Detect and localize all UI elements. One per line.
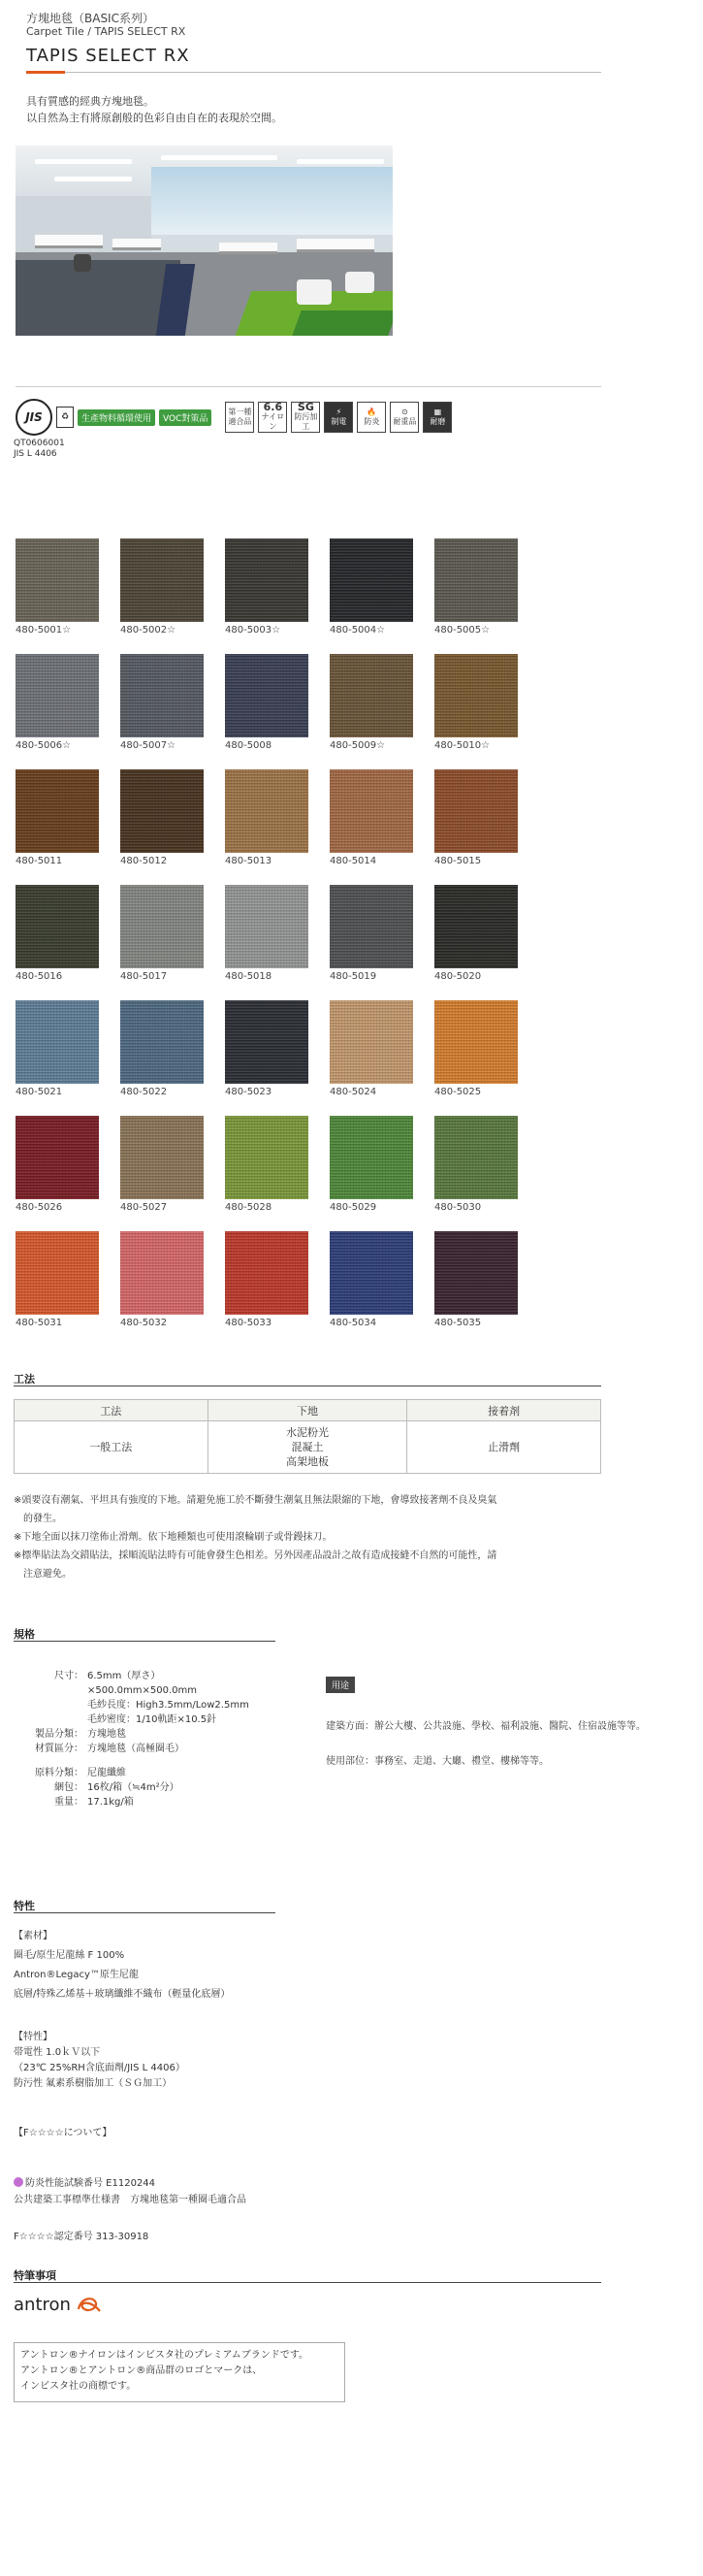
- features-property: [14, 2030, 185, 2092]
- carpet-swatch[interactable]: [330, 769, 413, 853]
- swatch-code: 480-5011: [16, 856, 63, 866]
- wear-icon: ▦ 耐磨: [423, 402, 452, 433]
- carpet-swatch[interactable]: [16, 538, 99, 622]
- feature-line: 【特性】: [14, 2032, 52, 2042]
- swatch-code: 480-5015: [434, 856, 482, 866]
- carpet-swatch[interactable]: [225, 654, 308, 737]
- swatch-code: 480-5007☆: [120, 740, 176, 751]
- table-header: 工法: [15, 1400, 208, 1421]
- swatch-texture: [330, 1231, 413, 1315]
- swatch-code: 480-5026: [16, 1202, 63, 1213]
- feature-line: 【素材】: [14, 1931, 52, 1941]
- swatch-texture: [16, 1231, 99, 1315]
- swatch-texture: [434, 1116, 518, 1199]
- swatch-code: 480-5024: [330, 1087, 377, 1097]
- carpet-swatch[interactable]: [120, 538, 204, 622]
- swatch-texture: [120, 1000, 204, 1084]
- swatch-code: 480-5032: [120, 1318, 168, 1328]
- note-line: 注意避免。: [23, 1569, 72, 1580]
- carpet-swatch[interactable]: [16, 1000, 99, 1084]
- carpet-swatch[interactable]: [434, 1116, 518, 1199]
- intro-line: 具有質感的經典方塊地毯。: [26, 95, 154, 108]
- carpet-swatch[interactable]: [330, 1000, 413, 1084]
- spec-value: 17.1kg/箱: [87, 1797, 134, 1808]
- table-cell: [208, 1421, 407, 1474]
- swatch-code: 480-5001☆: [16, 625, 72, 636]
- carpet-swatch[interactable]: [434, 1231, 518, 1315]
- swatch-code: 480-5028: [225, 1202, 272, 1213]
- carpet-swatch[interactable]: [330, 538, 413, 622]
- swatch-texture: [120, 1231, 204, 1315]
- spec-value: ×500.0mm×500.0mm: [87, 1685, 197, 1696]
- carpet-swatch[interactable]: [330, 885, 413, 968]
- fire-line: 公共建築工事標準仕様書 方塊地毯第一種圈毛適合品: [14, 2195, 246, 2205]
- swatch-texture: [434, 769, 518, 853]
- title-accent: [26, 71, 65, 74]
- swatch-code: 480-5033: [225, 1318, 272, 1328]
- swatch-texture: [120, 1116, 204, 1199]
- recycled-material-badge: 生產物料循環使用: [78, 409, 155, 426]
- swatch-code: 480-5023: [225, 1087, 272, 1097]
- note-line: ※頭要沒有潮氣、平坦具有強度的下地。請避免施工於不斷發生潮氣且無法限縮的下地，會導致接著劑不良及臭氣: [14, 1495, 497, 1506]
- carpet-swatch[interactable]: [120, 1231, 204, 1315]
- page-title: TAPIS SELECT RX: [26, 46, 190, 66]
- spec-value: 方塊地毯（高極圈毛）: [87, 1744, 184, 1754]
- carpet-swatch[interactable]: [330, 1231, 413, 1315]
- carpet-swatch[interactable]: [225, 1116, 308, 1199]
- spec-value: 毛紗長度：High3.5mm/Low2.5mm: [87, 1700, 249, 1711]
- section-divider: [16, 386, 601, 387]
- features-material: [14, 1927, 230, 2005]
- section-divider: [14, 2282, 601, 2283]
- usage-text: [326, 1710, 646, 1779]
- swatch-texture: [330, 769, 413, 853]
- antistatic-icon: ⚡ 制電: [324, 402, 353, 433]
- carpet-swatch[interactable]: [225, 1231, 308, 1315]
- carpet-swatch[interactable]: [120, 654, 204, 737]
- spec-key: 製品分類：: [35, 1729, 83, 1740]
- feature-line: Antron®Legacy™原生尼龍: [14, 1970, 139, 1980]
- fire-cert: [14, 2175, 246, 2208]
- antron-logo-text: antron: [14, 2294, 71, 2315]
- intro-line: 以自然為主有將原創般的色彩自由自在的表現於空間。: [26, 112, 282, 124]
- swatch-code: 480-5003☆: [225, 625, 281, 636]
- usage-line: 建築方面：辦公大樓、公共設施、學校、福利設施、醫院、住宿設施等等。: [326, 1721, 646, 1732]
- carpet-swatch[interactable]: [225, 538, 308, 622]
- note-line: 的發生。: [23, 1514, 62, 1524]
- swatch-code: 480-5029: [330, 1202, 377, 1213]
- spec-key: 原料分類：: [35, 1768, 83, 1778]
- feature-line: 底層/特殊乙烯基＋玻璃纖維不織布（輕量化底層）: [14, 1989, 231, 2000]
- spec-value: 6.5mm（厚さ）: [87, 1671, 161, 1681]
- antron-logo: [14, 2294, 104, 2315]
- office-photo: [16, 146, 393, 336]
- carpet-swatch[interactable]: [434, 769, 518, 853]
- fire-cert-icon: [14, 2177, 23, 2187]
- feature-line: 帯電性 1.0ｋＶ以下: [14, 2047, 101, 2058]
- swatch-texture: [330, 885, 413, 968]
- carpet-swatch[interactable]: [120, 1116, 204, 1199]
- carpet-swatch[interactable]: [434, 885, 518, 968]
- carpet-swatch[interactable]: [16, 654, 99, 737]
- subtitle: Carpet Tile / TAPIS SELECT RX: [26, 25, 186, 38]
- swatch-texture: [225, 538, 308, 622]
- carpet-swatch[interactable]: [16, 1231, 99, 1315]
- swatch-texture: [16, 654, 99, 737]
- base-line: 高架地板: [285, 1455, 329, 1468]
- carpet-swatch[interactable]: [225, 1000, 308, 1084]
- spec-key: 重量：: [54, 1797, 83, 1808]
- category-label: 方塊地毯（BASIC系列）: [26, 12, 154, 25]
- swatch-texture: [16, 1116, 99, 1199]
- swatch-code: 480-5035: [434, 1318, 482, 1328]
- swatch-code: 480-5027: [120, 1202, 168, 1213]
- swatch-code: 480-5022: [120, 1087, 168, 1097]
- fire-line: [14, 2175, 246, 2192]
- cert-code: [14, 439, 65, 460]
- fire-text: 防炎性能試験番号 E1120244: [25, 2178, 156, 2189]
- feature-line: （23℃ 25%RH含底面劑/JIS L 4406）: [14, 2063, 185, 2073]
- intro-text: [26, 93, 282, 126]
- spec-value: 毛紗密度：1/10軌距×10.5針: [87, 1714, 217, 1725]
- carpet-swatch[interactable]: [120, 1000, 204, 1084]
- section-title-features: 特性: [14, 1900, 35, 1912]
- swatch-code: 480-5031: [16, 1318, 63, 1328]
- table-header: 下地: [208, 1400, 407, 1421]
- spec-value: 尼龍纖維: [87, 1768, 126, 1778]
- swatch-code: 480-5021: [16, 1087, 63, 1097]
- cert-code-line: QT0606001: [14, 439, 65, 448]
- carpet-swatch[interactable]: [330, 654, 413, 737]
- swatch-code: 480-5008: [225, 740, 272, 751]
- spec-list: [29, 1669, 249, 1810]
- table-header: 接着剤: [407, 1400, 601, 1421]
- swatch-code: 480-5018: [225, 971, 272, 982]
- swatch-code: 480-5002☆: [120, 625, 176, 636]
- antron-mark-icon: [75, 2294, 104, 2315]
- carpet-swatch[interactable]: [16, 769, 99, 853]
- construction-table: [14, 1399, 601, 1474]
- swatch-code: 480-5014: [330, 856, 377, 866]
- spec-key: 尺寸：: [54, 1671, 83, 1681]
- swatch-code: 480-5017: [120, 971, 168, 982]
- note-line: ※標準貼法為交錯貼法，採順流貼法時有可能會發生色相差。另外因產品設計之故有造成接縫不自然的可能性，請: [14, 1550, 497, 1561]
- carpet-swatch[interactable]: [434, 1000, 518, 1084]
- swatch-code: 480-5034: [330, 1318, 377, 1328]
- swatch-texture: [225, 1231, 308, 1315]
- spec-value: 方塊地毯: [87, 1729, 126, 1740]
- title-divider: [26, 72, 601, 73]
- section-title-construction: 工法: [14, 1373, 35, 1386]
- swatch-code: 480-5030: [434, 1202, 482, 1213]
- fstar-cert: F☆☆☆☆認定番号 313-30918: [14, 2232, 149, 2242]
- swatch-texture: [120, 885, 204, 968]
- spec-key: 材質區分：: [35, 1744, 83, 1754]
- usage-line: 使用部位：事務室、走道、大廳、禮堂、樓梯等等。: [326, 1756, 549, 1767]
- carpet-swatch[interactable]: [120, 885, 204, 968]
- swatch-code: 480-5019: [330, 971, 377, 982]
- base-line: 混凝土: [291, 1441, 324, 1453]
- swatch-texture: [434, 654, 518, 737]
- feature-line: 圈毛/原生尼龍絲 F 100%: [14, 1950, 125, 1961]
- spec-value: 16枚/箱（≒4m²分）: [87, 1782, 179, 1793]
- weight-icon: ⊙ 耐重品: [390, 402, 419, 433]
- trademark-box: [14, 2342, 345, 2402]
- swatch-texture: [16, 1000, 99, 1084]
- swatch-code: 480-5013: [225, 856, 272, 866]
- swatch-code: 480-5009☆: [330, 740, 386, 751]
- usage-badge: 用途: [326, 1677, 355, 1693]
- swatch-code: 480-5025: [434, 1087, 482, 1097]
- swatch-texture: [434, 885, 518, 968]
- carpet-swatch[interactable]: [330, 1116, 413, 1199]
- trademark-line: インビスタ社の商標です。: [20, 2381, 137, 2392]
- feature-line: 防污性 氟素系樹脂加工（ＳＧ加工）: [14, 2078, 173, 2089]
- swatch-texture: [120, 654, 204, 737]
- swatch-texture: [225, 885, 308, 968]
- swatch-texture: [330, 1000, 413, 1084]
- feature-icon-nylon: 6.6 ナイロン: [258, 402, 287, 433]
- swatch-texture: [330, 1116, 413, 1199]
- swatch-code: 480-5012: [120, 856, 168, 866]
- spec-key: 綑包：: [54, 1782, 83, 1793]
- section-divider: [14, 1912, 275, 1913]
- swatch-code: 480-5004☆: [330, 625, 386, 636]
- swatch-texture: [120, 769, 204, 853]
- swatch-texture: [434, 1000, 518, 1084]
- trademark-line: アントロン®とアントロン®商品群のロゴとマークは、: [20, 2365, 263, 2376]
- swatch-texture: [225, 1116, 308, 1199]
- fstar-link[interactable]: 【F☆☆☆☆について】: [14, 2128, 112, 2138]
- swatch-texture: [434, 538, 518, 622]
- swatch-texture: [120, 538, 204, 622]
- cert-code-line: JIS L 4406: [14, 449, 57, 459]
- carpet-swatch[interactable]: [120, 769, 204, 853]
- swatch-texture: [330, 654, 413, 737]
- carpet-swatch[interactable]: [225, 885, 308, 968]
- section-divider: [14, 1641, 275, 1642]
- swatch-texture: [16, 538, 99, 622]
- swatch-code: 480-5020: [434, 971, 482, 982]
- table-cell: 一般工法: [15, 1421, 208, 1474]
- certification-row: [16, 398, 452, 437]
- feature-icon-sg: SG 防污加工: [291, 402, 320, 433]
- carpet-swatch[interactable]: [434, 654, 518, 737]
- swatch-texture: [225, 1000, 308, 1084]
- section-title-spec: 規格: [14, 1628, 35, 1641]
- section-title-special: 特筆事項: [14, 2269, 56, 2282]
- swatch-texture: [225, 769, 308, 853]
- swatch-texture: [330, 538, 413, 622]
- voc-badge: VOC對策品: [159, 409, 211, 426]
- carpet-swatch[interactable]: [16, 885, 99, 968]
- base-line: 水泥粉光: [285, 1426, 329, 1439]
- recycle-icon: ♻: [56, 407, 74, 428]
- swatch-code: 480-5016: [16, 971, 63, 982]
- swatch-texture: [434, 1231, 518, 1315]
- feature-icon-type1: 第一種 適合品: [225, 402, 254, 433]
- flame-icon: 🔥 防炎: [357, 402, 386, 433]
- swatch-texture: [225, 654, 308, 737]
- construction-notes: [14, 1491, 605, 1583]
- table-cell: 止滑劑: [407, 1421, 601, 1474]
- swatch-texture: [16, 885, 99, 968]
- carpet-swatch[interactable]: [225, 769, 308, 853]
- swatch-code: 480-5010☆: [434, 740, 491, 751]
- carpet-swatch[interactable]: [434, 538, 518, 622]
- trademark-line: アントロン®ナイロンはインビスタ社のプレミアムブランドです。: [20, 2350, 308, 2361]
- note-line: ※下地全面以抹刀塗佈止滑劑。依下地種類也可使用滾輪刷子或骨鏝抹刀。: [14, 1532, 333, 1543]
- swatch-texture: [16, 769, 99, 853]
- jis-mark-icon: JIS: [16, 399, 52, 436]
- swatch-code: 480-5006☆: [16, 740, 72, 751]
- swatch-code: 480-5005☆: [434, 625, 491, 636]
- carpet-swatch[interactable]: [16, 1116, 99, 1199]
